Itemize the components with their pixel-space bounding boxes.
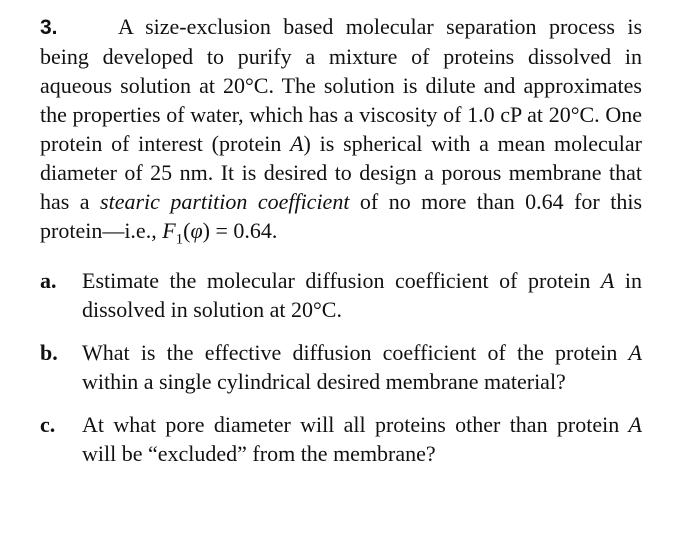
part-c-text-1: At what pore diameter will all proteins other than protein bbox=[82, 412, 629, 438]
part-c-label: c. bbox=[40, 412, 56, 438]
protein-label: A bbox=[290, 131, 304, 156]
formula-open-paren: ( bbox=[183, 218, 191, 243]
part-c-text-2: will be “excluded” from the membrane? bbox=[82, 441, 436, 467]
problem-number: 3. bbox=[40, 16, 58, 39]
part-b-text-2: within a single cylindrical desired membrane material? bbox=[82, 369, 566, 395]
stearic-term: stearic partition coefficient bbox=[100, 189, 350, 214]
intro-text-2: ) is spherical with a mean molecular diameter of 25 nm. It is desired to design a porous membrane that has a bbox=[40, 131, 642, 214]
formula-phi: φ bbox=[190, 218, 203, 243]
part-b-text bbox=[82, 338, 642, 396]
intro-text-3: of no more than 0.64 for this protein—i.e., bbox=[40, 189, 642, 243]
part-b-text-1: What is the effective diffusion coefficient of the protein bbox=[82, 340, 629, 366]
part-a-text-2: in dissolved in solution at 20°C. bbox=[82, 268, 642, 323]
part-c bbox=[40, 410, 642, 468]
problem-document bbox=[40, 12, 642, 482]
formula-subscript: 1 bbox=[175, 231, 184, 248]
question-parts bbox=[40, 266, 642, 468]
problem-statement bbox=[40, 12, 642, 254]
part-a-protein: A bbox=[600, 268, 615, 294]
part-b bbox=[40, 338, 642, 396]
part-b-protein: A bbox=[628, 340, 642, 366]
part-a-text-1: Estimate the molecular diffusion coefficient of protein bbox=[82, 268, 601, 294]
intro-text-1: A size-exclusion based molecular separation process is being developed to purify a mixture of proteins dissolved in aqueous solution at 20°C. The solution is dilute and approximates the properties of water, which has a viscosity of 1.0 cP at 20°C. One protein of interest (protein bbox=[40, 14, 642, 156]
part-a-text bbox=[82, 266, 642, 324]
formula-close: ) = 0.64. bbox=[202, 218, 278, 243]
part-a-label: a. bbox=[40, 268, 57, 294]
part-c-text bbox=[82, 410, 642, 468]
part-b-label: b. bbox=[40, 340, 58, 366]
formula-f: F bbox=[162, 218, 176, 243]
part-a bbox=[40, 266, 642, 324]
part-c-protein: A bbox=[628, 412, 642, 438]
